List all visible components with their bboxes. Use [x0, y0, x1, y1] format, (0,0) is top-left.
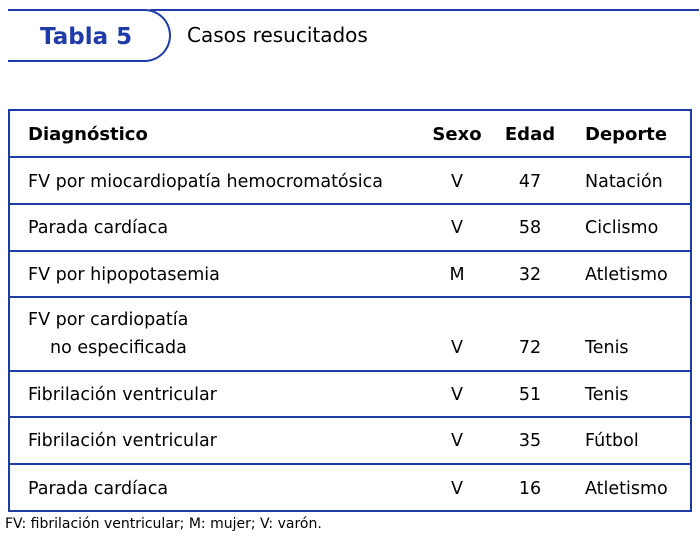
table-number-label: Tabla 5: [40, 24, 133, 50]
table-row: [10, 372, 690, 418]
cell-diagnostico-line-2: no especificada: [50, 338, 187, 358]
cell-diagnostico: Fibrilación ventricular: [28, 385, 217, 405]
table-head-row: [10, 111, 690, 158]
cell-deporte: Ciclismo: [585, 218, 659, 238]
cell-sexo: V: [451, 218, 463, 238]
table-row: [10, 252, 690, 298]
cell-diagnostico: Parada cardíaca: [28, 479, 169, 499]
cell-edad: 47: [518, 172, 542, 192]
table-row: [10, 298, 690, 372]
table-row: [10, 158, 690, 205]
cell-diagnostico: Parada cardíaca: [28, 218, 169, 238]
cell-sexo: M: [449, 265, 465, 285]
cell-diagnostico: FV por miocardiopatía hemocromatósica: [28, 172, 383, 192]
cell-sexo: V: [451, 172, 463, 192]
cell-edad: 58: [518, 218, 542, 238]
cell-deporte: Tenis: [585, 385, 629, 405]
cell-edad: 51: [518, 385, 542, 405]
cell-edad: 32: [518, 265, 542, 285]
table-row: [10, 205, 690, 252]
cell-deporte: Tenis: [585, 338, 629, 358]
table-title: Casos resucitados: [187, 23, 368, 47]
cell-deporte: Fútbol: [585, 431, 639, 451]
table-header: [0, 0, 700, 66]
cell-edad: 35: [518, 431, 542, 451]
cell-diagnostico: Fibrilación ventricular: [28, 431, 217, 451]
cell-deporte: Natación: [585, 172, 663, 192]
table-row: [10, 418, 690, 465]
table-footnote: FV: fibrilación ventricular; M: mujer; V: varón.: [5, 516, 322, 532]
column-header-sexo: Sexo: [432, 124, 482, 145]
cell-edad: 16: [518, 479, 542, 499]
cell-diagnostico: [28, 308, 188, 360]
cell-diagnostico-line-1: FV por cardiopatía: [28, 310, 189, 330]
cell-sexo: V: [451, 385, 463, 405]
cell-diagnostico: FV por hipopotasemia: [28, 265, 220, 285]
column-header-edad: Edad: [504, 124, 556, 145]
table-row: [10, 465, 690, 510]
cell-edad: 72: [518, 338, 542, 358]
column-header-deporte: Deporte: [585, 124, 668, 145]
cell-sexo: V: [451, 338, 463, 358]
cell-sexo: V: [451, 479, 463, 499]
column-header-diagnostico: Diagnóstico: [28, 124, 148, 145]
header-rule: [150, 9, 699, 11]
data-table: [8, 109, 692, 512]
cell-deporte: Atletismo: [585, 479, 668, 499]
cell-deporte: Atletismo: [585, 265, 668, 285]
cell-sexo: V: [451, 431, 463, 451]
